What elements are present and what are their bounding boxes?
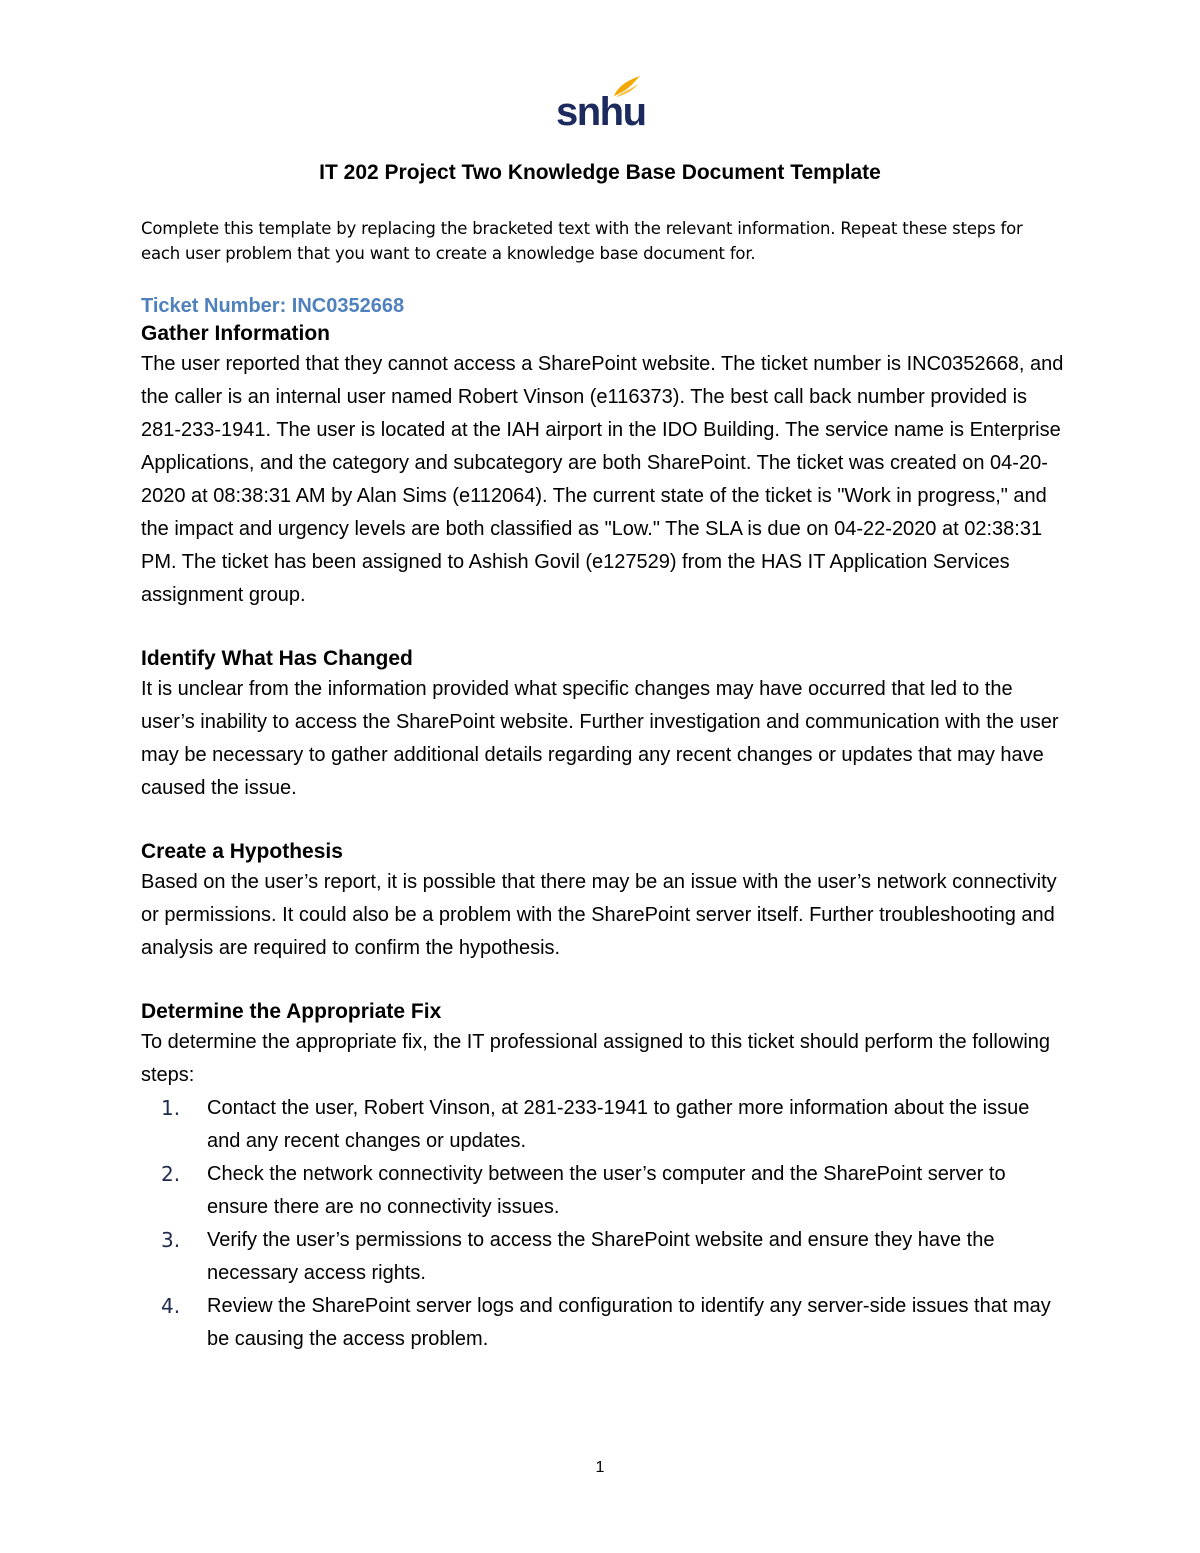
page-number: 1 bbox=[595, 1459, 605, 1476]
heading-create-hypothesis: Create a Hypothesis bbox=[141, 840, 343, 863]
fix-steps-list bbox=[141, 1092, 1066, 1356]
paragraph-determine-fix: To determine the appropriate fix, the IT professional assigned to this ticket should perform the following steps: bbox=[141, 1031, 1051, 1086]
document-title: IT 202 Project Two Knowledge Base Document Template bbox=[319, 161, 881, 184]
paragraph-gather-information: The user reported that they cannot access a SharePoint website. The ticket number is INC0352668, and the caller is an internal user named Robert Vinson (e116373). The best call back number provided is 281-233-1941. The user is located at the IAH airport in the IDO Building. The service name is Enterprise Applications, and the category and subcategory are both SharePoint. The ticket was created on 04-20-2020 at 08:38:31 AM by Alan Sims (e112064). The current state of the ticket is "Work in progress," and the impact and urgency levels are both classified as "Low." The SLA is due on 04-22-2020 at 02:38:31 PM. The ticket has been assigned to Ashish Govil (e127529) from the HAS IT Application Services assignment group. bbox=[141, 353, 1064, 606]
list-item-number: 4. bbox=[161, 1294, 181, 1318]
list-item-number: 1. bbox=[161, 1096, 181, 1120]
list-item bbox=[141, 1092, 1066, 1158]
list-item-number: 2. bbox=[161, 1162, 181, 1186]
list-item-text: Verify the user’s permissions to access the SharePoint website and ensure they have the necessary access rights. bbox=[207, 1229, 995, 1284]
paragraph-identify-changes: It is unclear from the information provided what specific changes may have occurred that led to the user’s inability to access the SharePoint website. Further investigation and communication with the user may be necessary to gather additional details regarding any recent changes or updates that may have caused the issue. bbox=[141, 678, 1059, 799]
list-item-number: 3. bbox=[161, 1228, 181, 1252]
logo-text: snhu bbox=[556, 90, 646, 134]
heading-gather-information: Gather Information bbox=[141, 322, 331, 345]
heading-determine-fix: Determine the Appropriate Fix bbox=[141, 1000, 442, 1023]
document-body bbox=[141, 292, 1066, 1356]
list-item-text: Check the network connectivity between the user’s computer and the SharePoint server to ensure there are no connectivity issues. bbox=[207, 1163, 1006, 1218]
list-item bbox=[141, 1158, 1066, 1224]
list-item-text: Contact the user, Robert Vinson, at 281-233-1941 to gather more information about the issue and any recent changes or updates. bbox=[207, 1097, 1030, 1152]
ticket-number: Ticket Number: INC0352668 bbox=[141, 295, 405, 317]
intro-instructions: Complete this template by replacing the bracketed text with the relevant information. Repeat these steps for each user problem that you want to create a knowledge base document for. bbox=[141, 219, 1023, 263]
list-item-text: Review the SharePoint server logs and configuration to identify any server-side issues that may be causing the access problem. bbox=[207, 1295, 1051, 1350]
paragraph-create-hypothesis: Based on the user’s report, it is possible that there may be an issue with the user’s network connectivity or permissions. It could also be a problem with the SharePoint server itself. Further troubleshooting and analysis are required to confirm the hypothesis. bbox=[141, 871, 1057, 959]
heading-identify-changes: Identify What Has Changed bbox=[141, 647, 413, 670]
snhu-logo bbox=[556, 74, 646, 134]
list-item bbox=[141, 1290, 1066, 1356]
list-item bbox=[141, 1224, 1066, 1290]
